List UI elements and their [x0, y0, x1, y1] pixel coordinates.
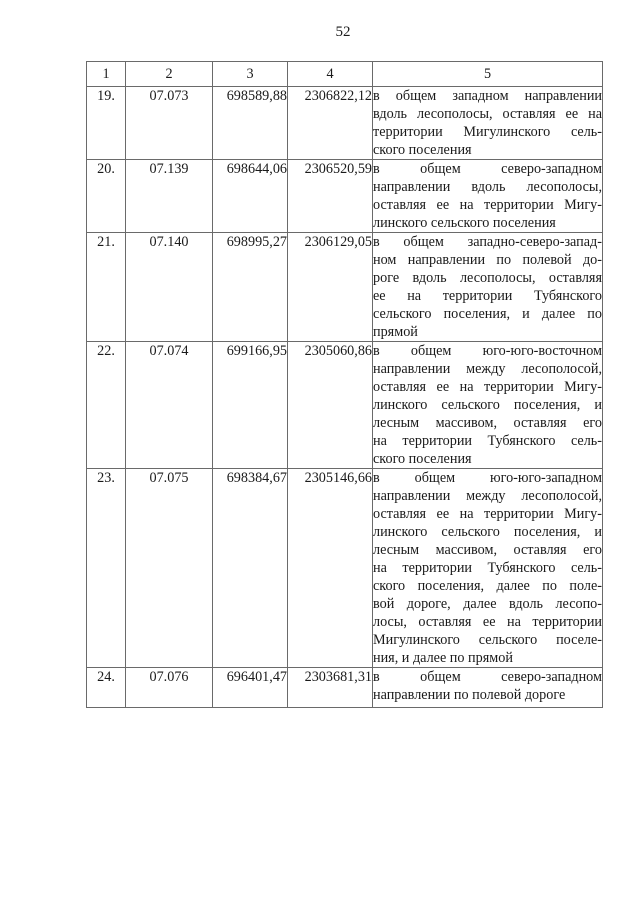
page-number: 52: [335, 24, 351, 40]
row-number-cell: 24.: [87, 668, 126, 708]
boundary-points-table: [86, 61, 603, 708]
table-row: [87, 342, 603, 469]
description-line: линского сельского поселения, и: [373, 524, 602, 540]
row-number-cell: 20.: [87, 160, 126, 233]
description-line: ном направлении по полевой до-: [373, 252, 602, 268]
description-line: в общем юго-юго-восточном: [373, 343, 602, 359]
x-coordinate-cell: 699166,95: [213, 342, 288, 469]
description-line: прямой: [373, 324, 418, 340]
description-line: лесным массивом, оставляя его: [373, 542, 602, 558]
column-header-y: 4: [288, 62, 373, 87]
description-line: территории Мигулинского сель-: [373, 124, 602, 140]
description-line: роге вдоль лесополосы, оставляя: [373, 270, 602, 286]
description-line: ского поселения: [373, 142, 472, 158]
description-cell: [373, 160, 603, 233]
row-number-cell: 23.: [87, 469, 126, 668]
description-line: Мигулинского сельского поселе-: [373, 632, 602, 648]
description-line: в общем западно-северо-запад-: [373, 234, 602, 250]
description-line: ее на территории Тубянского: [373, 288, 602, 304]
table-row: [87, 469, 603, 668]
description-line: направлении между лесополосой,: [373, 361, 602, 377]
description-line: на территории Тубянского сель-: [373, 433, 602, 449]
column-header-number: 1: [87, 62, 126, 87]
table-header-row: [87, 62, 603, 87]
x-coordinate-cell: 698995,27: [213, 233, 288, 342]
description-cell: [373, 342, 603, 469]
row-number-cell: 19.: [87, 87, 126, 160]
description-cell: [373, 87, 603, 160]
row-number-cell: 22.: [87, 342, 126, 469]
point-id-cell: 07.140: [126, 233, 213, 342]
description-line: оставляя ее на территории Мигу-: [373, 197, 602, 213]
y-coordinate-cell: 2305060,86: [288, 342, 373, 469]
row-number-cell: 21.: [87, 233, 126, 342]
description-line: ния, и далее по прямой: [373, 650, 513, 666]
y-coordinate-cell: 2306129,05: [288, 233, 373, 342]
point-id-cell: 07.075: [126, 469, 213, 668]
description-line: направлении вдоль лесополосы,: [373, 179, 602, 195]
column-header-point: 2: [126, 62, 213, 87]
description-line: лесным массивом, оставляя его: [373, 415, 602, 431]
column-header-x: 3: [213, 62, 288, 87]
x-coordinate-cell: 696401,47: [213, 668, 288, 708]
x-coordinate-cell: 698589,88: [213, 87, 288, 160]
y-coordinate-cell: 2305146,66: [288, 469, 373, 668]
table-row: [87, 87, 603, 160]
description-cell: [373, 469, 603, 668]
description-line: сельского поселения, и далее по: [373, 306, 602, 322]
description-line: направлении между лесополосой,: [373, 488, 602, 504]
description-line: в общем западном направлении: [373, 88, 602, 104]
y-coordinate-cell: 2306822,12: [288, 87, 373, 160]
description-line: в общем юго-юго-западном: [373, 470, 602, 486]
description-line: линского сельского поселения: [373, 215, 556, 231]
description-line: ского поселения, далее по поле-: [373, 578, 602, 594]
description-line: в общем северо-западном: [373, 669, 602, 685]
point-id-cell: 07.073: [126, 87, 213, 160]
description-line: ского поселения: [373, 451, 472, 467]
point-id-cell: 07.074: [126, 342, 213, 469]
x-coordinate-cell: 698384,67: [213, 469, 288, 668]
table-row: [87, 160, 603, 233]
description-line: оставляя ее на территории Мигу-: [373, 379, 602, 395]
column-header-description: 5: [373, 62, 603, 87]
description-line: направлении по полевой дороге: [373, 687, 566, 703]
table-body: [87, 87, 603, 708]
point-id-cell: 07.076: [126, 668, 213, 708]
description-line: вдоль лесополосы, оставляя ее на: [373, 106, 602, 122]
description-cell: [373, 668, 603, 708]
y-coordinate-cell: 2303681,31: [288, 668, 373, 708]
y-coordinate-cell: 2306520,59: [288, 160, 373, 233]
x-coordinate-cell: 698644,06: [213, 160, 288, 233]
description-line: линского сельского поселения, и: [373, 397, 602, 413]
description-cell: [373, 233, 603, 342]
description-line: на территории Тубянского сель-: [373, 560, 602, 576]
point-id-cell: 07.139: [126, 160, 213, 233]
table-row: [87, 668, 603, 708]
table-row: [87, 233, 603, 342]
description-line: в общем северо-западном: [373, 161, 602, 177]
description-line: лосы, оставляя ее на территории: [373, 614, 602, 630]
description-line: вой дороге, далее вдоль лесопо-: [373, 596, 602, 612]
description-line: оставляя ее на территории Мигу-: [373, 506, 602, 522]
